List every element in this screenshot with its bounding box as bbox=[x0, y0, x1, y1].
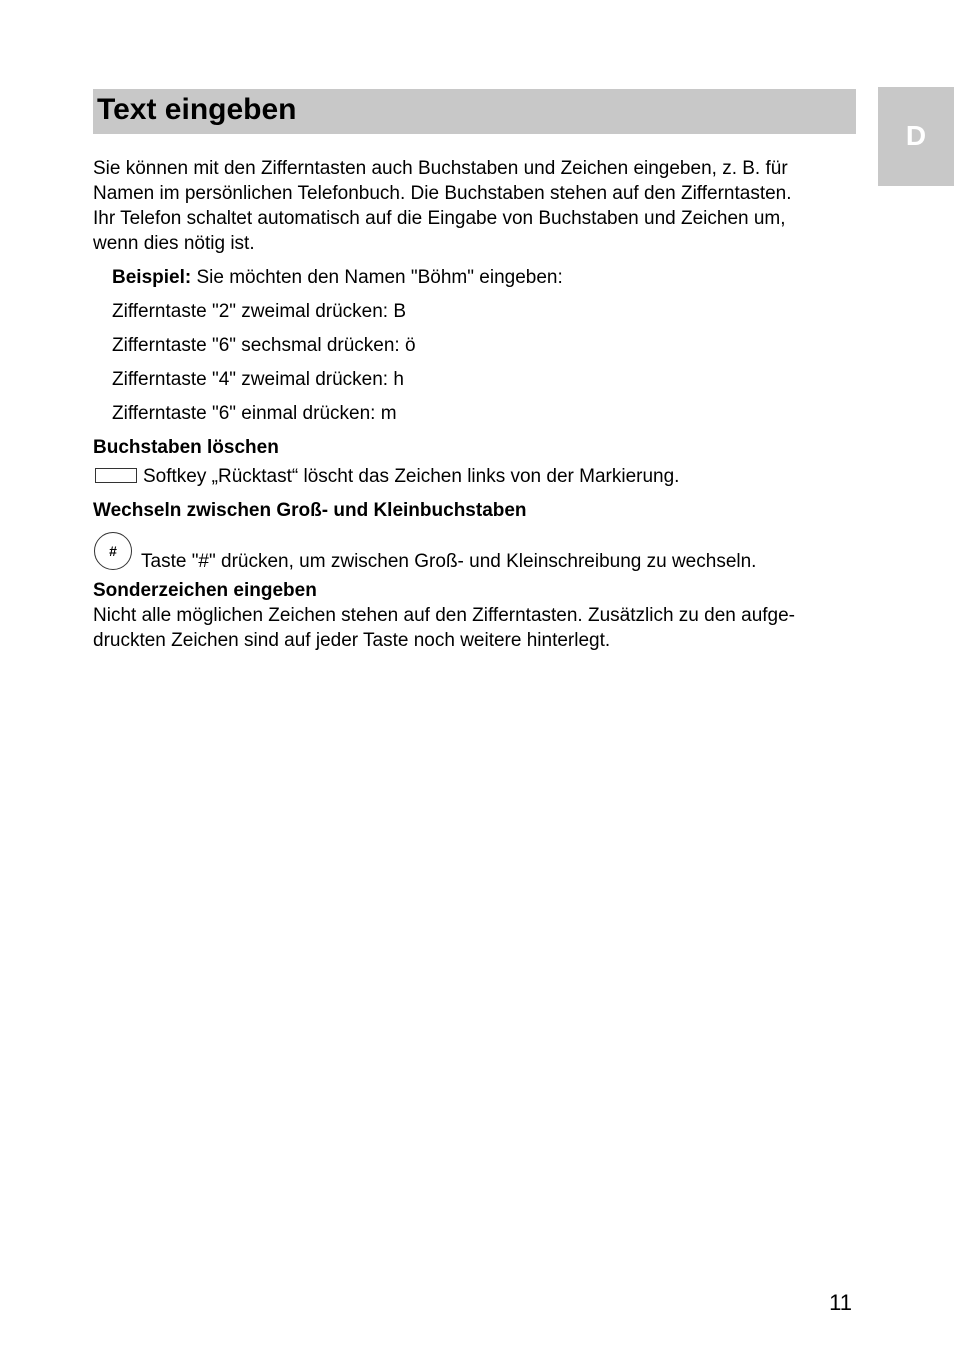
example-label: Beispiel: bbox=[112, 267, 192, 288]
example-step: Zifferntaste "4" zweimal drücken: h bbox=[112, 369, 404, 390]
page-number: 11 bbox=[829, 1290, 852, 1315]
intro-paragraph: Sie können mit den Zifferntasten auch Buchstaben und Zeichen eingeben, z. B. für Namen im persönlichen Telefonbuch. Die Buchstaben stehen auf den Zifferntasten. Ihr Telefon schaltet automatisch auf die Eingabe von Buchstaben und Zeichen um, wenn dies nötig ist. bbox=[93, 158, 792, 254]
softkey-icon bbox=[95, 468, 137, 483]
delete-text: Softkey „Rücktast“ löscht das Zeichen links von der Markierung. bbox=[143, 466, 680, 487]
delete-heading: Buchstaben löschen bbox=[93, 437, 279, 458]
example-intro bbox=[93, 265, 858, 290]
special-heading: Sonderzeichen eingeben bbox=[93, 580, 317, 601]
delete-instruction bbox=[93, 464, 858, 489]
language-tab bbox=[878, 87, 954, 186]
example-step: Zifferntaste "6" sechsmal drücken: ö bbox=[112, 335, 416, 356]
example-step: Zifferntaste "2" zweimal drücken: B bbox=[112, 301, 407, 322]
hash-key-icon: # bbox=[94, 532, 132, 570]
page-title: Text eingeben bbox=[97, 93, 297, 126]
case-instruction bbox=[93, 531, 858, 575]
example-text: Sie möchten den Namen "Böhm" eingeben: bbox=[191, 267, 563, 288]
case-text: Taste "#" drücken, um zwischen Groß- und Kleinschreibung zu wechseln. bbox=[141, 551, 757, 572]
example-step: Zifferntaste "6" einmal drücken: m bbox=[112, 403, 397, 424]
case-heading: Wechseln zwischen Groß- und Kleinbuchstaben bbox=[93, 500, 527, 521]
main-content bbox=[93, 156, 858, 653]
special-text: Nicht alle möglichen Zeichen stehen auf den Zifferntasten. Zusätzlich zu den aufge- druckten Zeichen sind auf jeder Taste noch weitere hinterlegt. bbox=[93, 605, 795, 651]
page-title-bar bbox=[93, 89, 856, 134]
language-tab-label: D bbox=[905, 120, 927, 151]
